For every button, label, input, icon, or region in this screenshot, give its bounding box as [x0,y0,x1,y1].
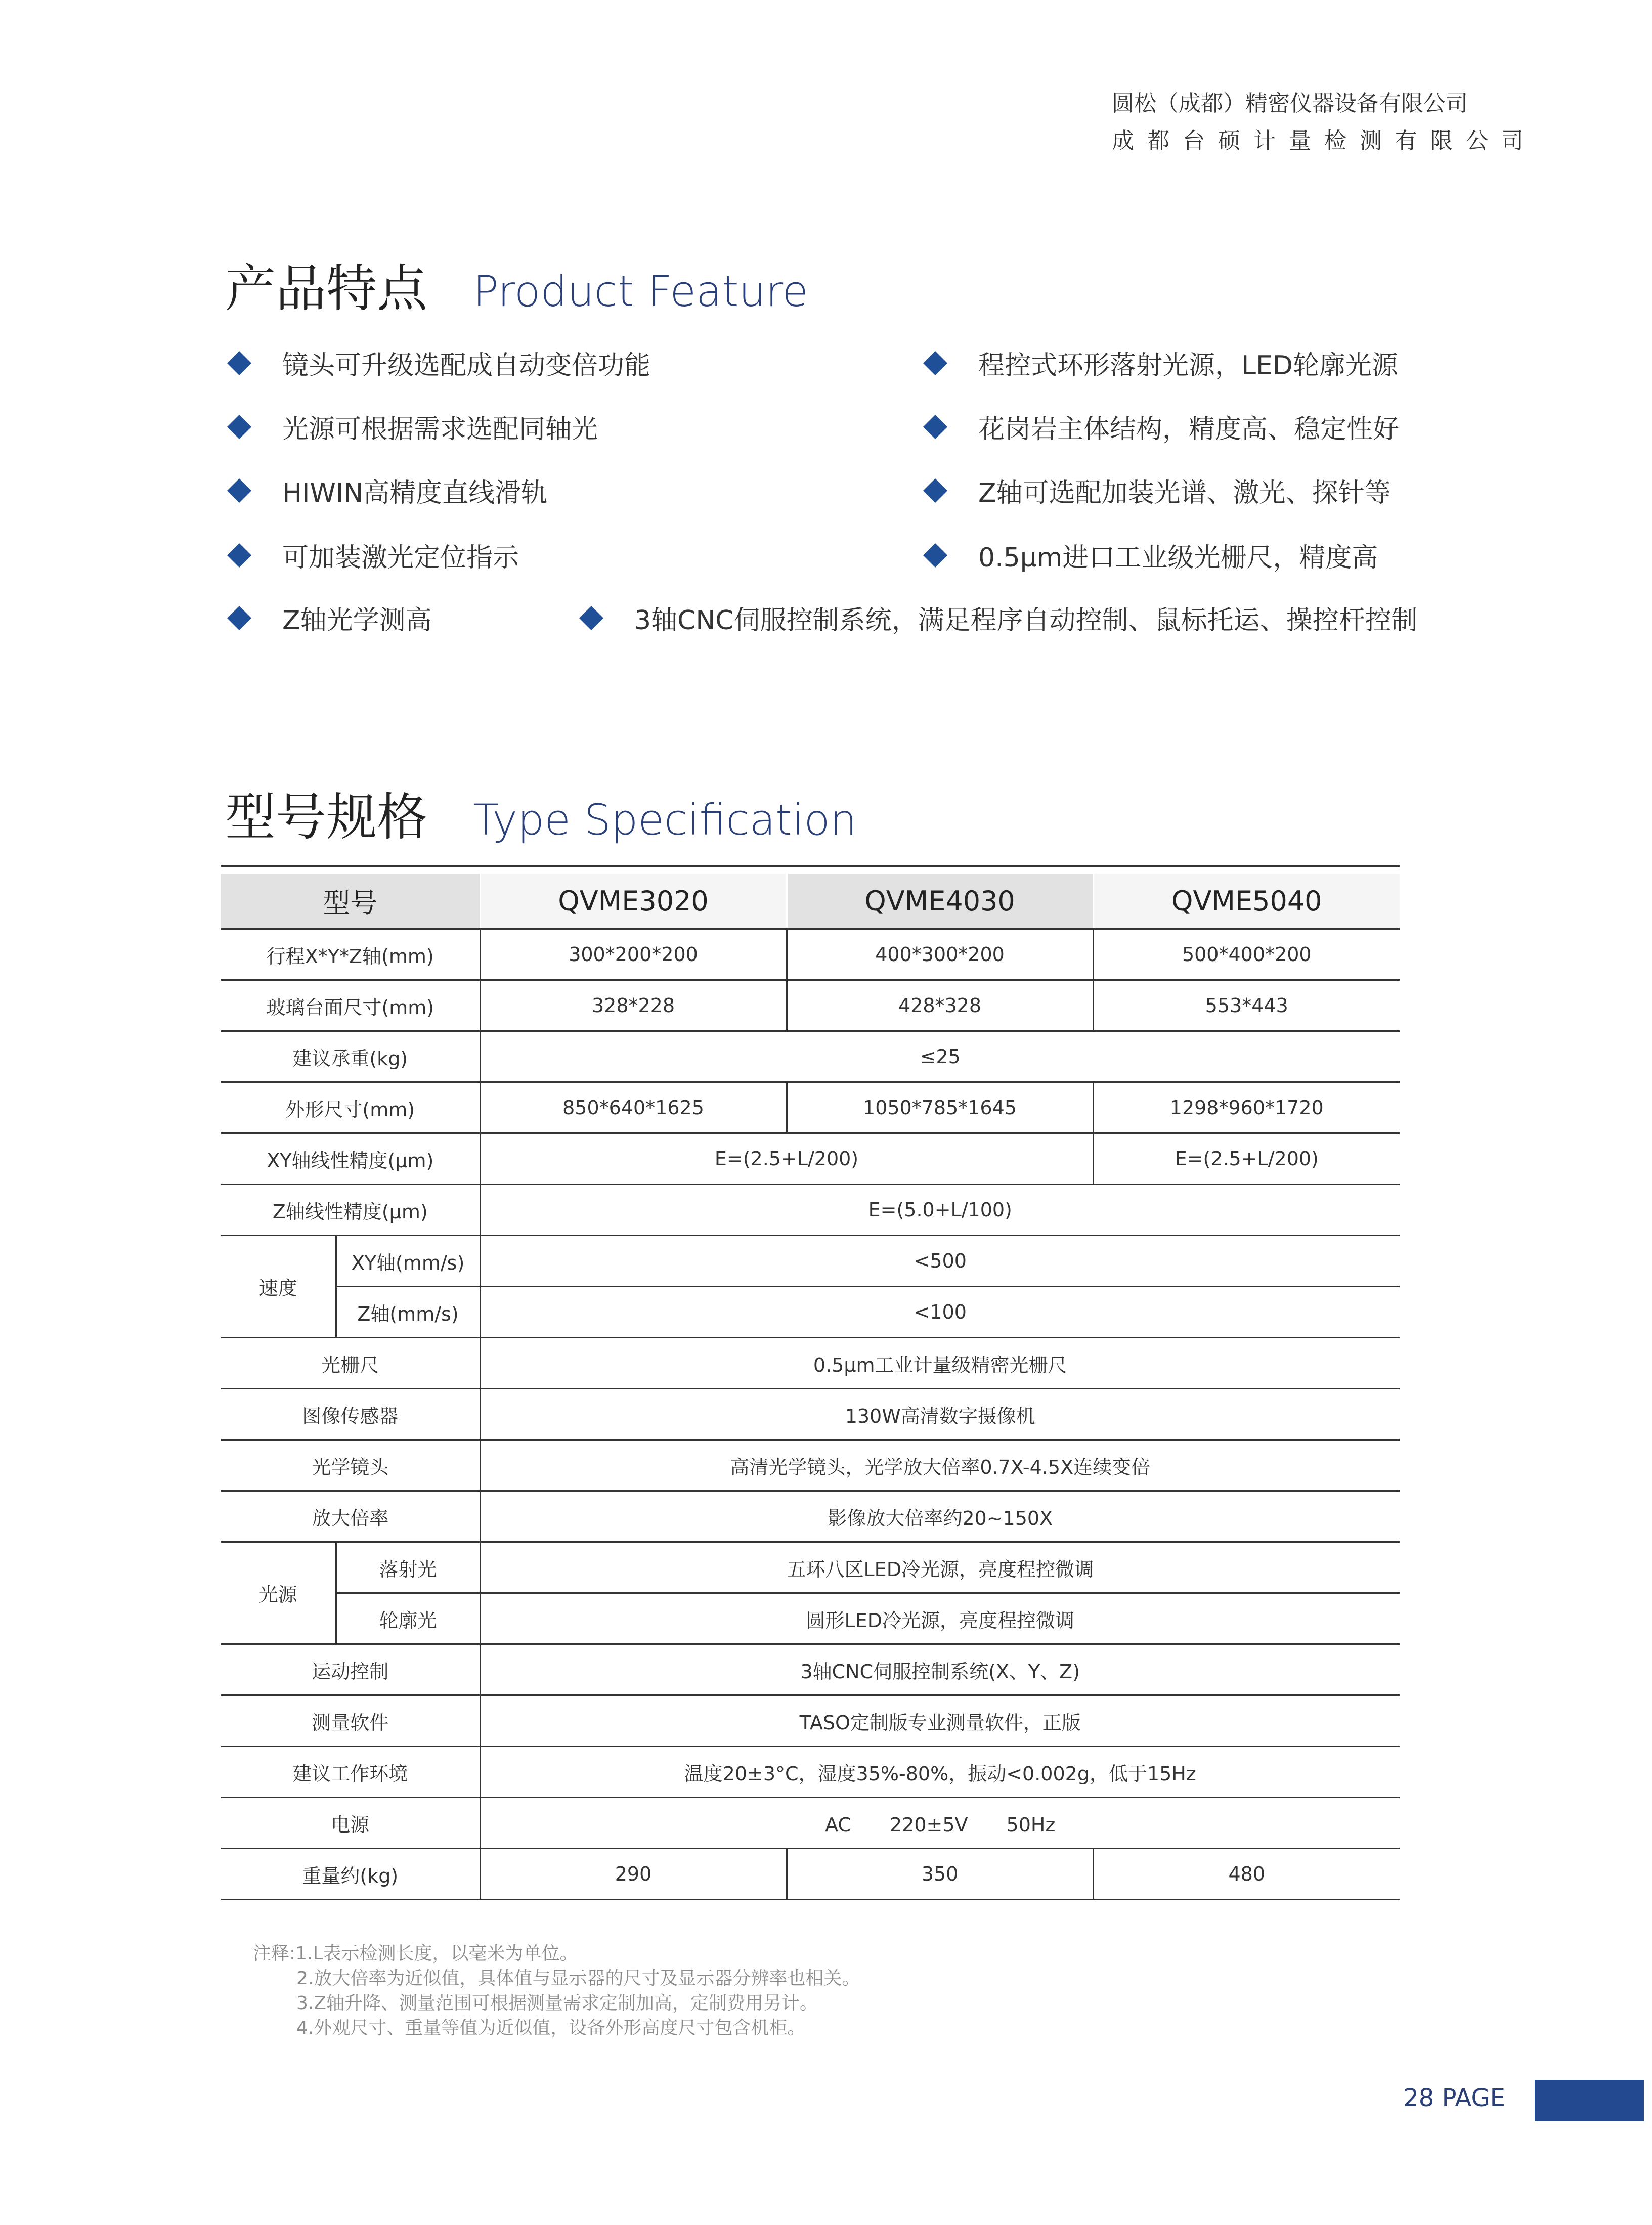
feature-item: 0.5μm进口工业级光栅尺，精度高 [923,536,1378,574]
company-names [1112,85,1537,160]
table-row [221,1593,1400,1644]
note-line: 4.外观尺寸、重量等值为近似值，设备外形高度尺寸包含机柜。 [296,2018,806,2038]
feature-item: Z轴可选配加装光谱、激光、探针等 [923,471,1391,509]
row-label: 玻璃台面尺寸(mm) [221,980,480,1031]
note-line: 2.放大倍率为近似值，具体值与显示器的尺寸及显示器分辨率也相关。 [296,1968,860,1989]
feature-item: 3轴CNC伺服控制系统，满足程序自动控制、鼠标托运、操控杆控制 [579,599,1418,637]
sub-label: 轮廓光 [336,1593,480,1644]
row-label: 建议承重(kg) [221,1031,480,1082]
note-line: 3.Z轴升降、测量范围可根据测量需求定制加高，定制费用另计。 [296,1993,818,2014]
row-label: 图像传感器 [221,1389,480,1440]
table-top-rule [221,865,1400,867]
diamond-bullet-icon [227,543,251,567]
diamond-bullet-icon [923,351,947,375]
feature-item: 程控式环形落射光源，LED轮廓光源 [923,344,1398,382]
diamond-bullet-icon [227,414,251,439]
table-row [221,1031,1400,1082]
cell: 428*328 [787,980,1093,1031]
row-label: 光源 [221,1542,336,1644]
table-row [221,1082,1400,1133]
cell: 300*200*200 [480,929,787,980]
company-name-2: 成都台硕计量检测有限公司 [1112,128,1537,154]
row-label: 外形尺寸(mm) [221,1082,480,1133]
table-row [221,1849,1400,1900]
cell: <500 [480,1236,1400,1287]
feature-item: 花岗岩主体结构，精度高、稳定性好 [923,408,1399,446]
header-qvme5040: QVME5040 [1093,874,1400,929]
row-label: 放大倍率 [221,1491,480,1542]
cell: 500*400*200 [1093,929,1400,980]
row-label: 测量软件 [221,1695,480,1747]
row-label: 运动控制 [221,1644,480,1695]
cell: 850*640*1625 [480,1082,787,1133]
feature-item: Z轴光学测高 [227,599,432,637]
spec-title-en: Type Specification [473,795,857,845]
cell: <100 [480,1287,1400,1338]
table-row [221,1491,1400,1542]
table-row [221,1644,1400,1695]
cell: ≤25 [480,1031,1400,1082]
row-label: 光栅尺 [221,1338,480,1389]
sub-label: Z轴(mm/s) [336,1287,480,1338]
table-row [221,1338,1400,1389]
row-label: 重量约(kg) [221,1849,480,1900]
table-header-row [221,874,1400,929]
table-row [221,980,1400,1031]
table-row [221,929,1400,980]
cell: 影像放大倍率约20~150X [480,1491,1400,1542]
table-row [221,1695,1400,1747]
table-row [221,1440,1400,1491]
cell: 温度20±3°C，湿度35%-80%，振动<0.002g，低于15Hz [480,1747,1400,1798]
cell: TASO定制版专业测量软件，正版 [480,1695,1400,1747]
table-row [221,1236,1400,1287]
cell: E=(2.5+L/200) [1093,1133,1400,1185]
cell: E=(2.5+L/200) [480,1133,1093,1185]
feature-section-title [225,248,808,321]
spec-title-cn: 型号规格 [225,788,427,847]
table-row [221,1185,1400,1236]
row-label: 建议工作环境 [221,1747,480,1798]
cell: 400*300*200 [787,929,1093,980]
sub-label: XY轴(mm/s) [336,1236,480,1287]
cell: 圆形LED冷光源，亮度程控微调 [480,1593,1400,1644]
spec-table [221,874,1400,1900]
feature-item: HIWIN高精度直线滑轨 [227,471,547,509]
row-label: Z轴线性精度(μm) [221,1185,480,1236]
feature-title-cn: 产品特点 [225,259,427,318]
cell: 五环八区LED冷光源，亮度程控微调 [480,1542,1400,1593]
row-label: 光学镜头 [221,1440,480,1491]
diamond-bullet-icon [227,605,251,630]
diamond-bullet-icon [923,478,947,502]
row-label: 电源 [221,1798,480,1849]
table-row [221,1287,1400,1338]
table-row [221,1798,1400,1849]
cell: 350 [787,1849,1093,1900]
feature-title-en: Product Feature [473,267,809,316]
cell: 高清光学镜头，光学放大倍率0.7X-4.5X连续变倍 [480,1440,1400,1491]
cell: 0.5μm工业计量级精密光栅尺 [480,1338,1400,1389]
note-line: 注释:1.L表示检测长度，以毫米为单位。 [253,1943,578,1964]
cell: 480 [1093,1849,1400,1900]
spec-section-title [225,776,857,849]
page-accent-bar [1535,2080,1644,2121]
cell: 1050*785*1645 [787,1082,1093,1133]
page-number: 28 PAGE [1403,2084,1505,2112]
header-qvme4030: QVME4030 [787,874,1093,929]
table-row [221,1542,1400,1593]
feature-item: 镜头可升级选配成自动变倍功能 [227,344,650,382]
cell: AC 220±5V 50Hz [480,1798,1400,1849]
table-row [221,1133,1400,1185]
header-qvme3020: QVME3020 [480,874,787,929]
cell: 328*228 [480,980,787,1031]
cell: E=(5.0+L/100) [480,1185,1400,1236]
table-row [221,1747,1400,1798]
diamond-bullet-icon [227,478,251,502]
cell: 1298*960*1720 [1093,1082,1400,1133]
diamond-bullet-icon [923,414,947,439]
row-label: 行程X*Y*Z轴(mm) [221,929,480,980]
cell: 290 [480,1849,787,1900]
diamond-bullet-icon [227,351,251,375]
sub-label: 落射光 [336,1542,480,1593]
cell: 130W高清数字摄像机 [480,1389,1400,1440]
diamond-bullet-icon [579,605,603,630]
notes [253,1941,860,2040]
header-model: 型号 [221,874,480,929]
row-label: XY轴线性精度(μm) [221,1133,480,1185]
cell: 553*443 [1093,980,1400,1031]
cell: 3轴CNC伺服控制系统(X、Y、Z) [480,1644,1400,1695]
row-label: 速度 [221,1236,336,1338]
feature-item: 可加装激光定位指示 [227,536,519,574]
feature-item: 光源可根据需求选配同轴光 [227,408,598,446]
company-name-1: 圆松（成都）精密仪器设备有限公司 [1112,91,1468,116]
table-row [221,1389,1400,1440]
diamond-bullet-icon [923,543,947,567]
